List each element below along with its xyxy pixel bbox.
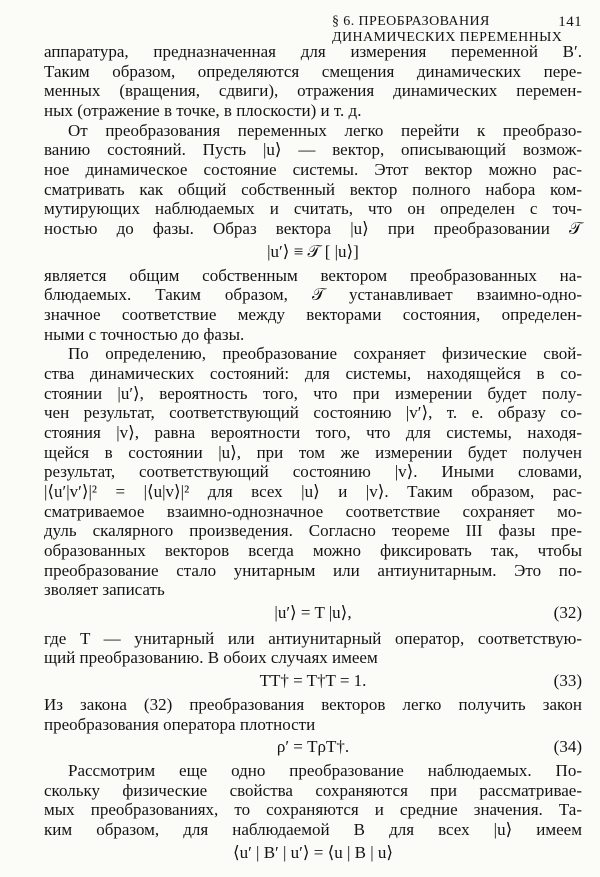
text-line: стоянии |u′⟩, вероятность того, что при измерении будет полу-	[44, 383, 582, 403]
text-line: результат, соответствующий состоянию |v⟩. Иными словами,	[44, 462, 582, 482]
formula-32	[44, 602, 582, 626]
text-line: зволяет записать	[44, 580, 165, 600]
text-line: мых преобразованиях, то сохраняются и средние значения. Та-	[44, 800, 582, 820]
text-line: щейся в состоянии |u⟩, при том же измерении будет получен	[44, 442, 582, 462]
formula-text: |u′⟩ ≡ 𝒯 [ |u⟩]	[267, 241, 359, 261]
formula-text: TT† = T†T = 1.	[259, 670, 367, 690]
text-line: дуль скалярного произведения. Согласно теореме III фазы пре-	[44, 521, 582, 541]
text-line: стояния |v⟩, равна вероятности того, что для системы, находя-	[44, 423, 582, 442]
formula-mean-values	[44, 842, 582, 866]
formula-34	[44, 736, 582, 760]
equation-number: (33)	[553, 670, 582, 690]
text-line: сматриваемое взаимно-однозначное соответствие сохраняет мо-	[44, 501, 582, 521]
text-line: является общим собственным вектором преобразованных на-	[44, 265, 582, 285]
text-line: образованных векторов всегда можно фиксировать так, чтобы	[44, 541, 582, 560]
text-line: менных (вращения, сдвиги), отражения динамических перемен-	[44, 81, 582, 101]
formula-image-vector	[44, 241, 582, 265]
running-head	[82, 14, 582, 45]
text-line: Рассмотрим еще одно преобразование наблюдаемых. По-	[68, 761, 582, 780]
formula-text: |u′⟩ = T |u⟩,	[274, 602, 352, 622]
text-line: мутирующих наблюдаемых и считать, что он определен с точ-	[44, 199, 582, 219]
text-line: блюдаемых. Таким образом, 𝒯 устанавливает взаимно-одно-	[44, 285, 582, 305]
text-line: аппаратура, предназначенная для измерения переменной B′.	[44, 42, 582, 61]
text-line: ных (отражение в точке, в плоскости) и т. д.	[44, 101, 362, 120]
text-line: |⟨u′|v′⟩|² = |⟨u|v⟩|² для всех |u⟩ и |v⟩. Таким образом, рас-	[44, 482, 582, 501]
text-line: От преобразования переменных легко перейти к преобразо-	[68, 120, 582, 140]
text-line: чен результат, соответствующий состоянию |v′⟩, т. е. образу со-	[44, 403, 582, 423]
text-line: где T — унитарный или антиунитарный оператор, соответствую-	[44, 628, 582, 648]
text-line: ное динамическое состояние системы. Этот вектор можно рас-	[44, 160, 582, 180]
text-line: ными с точностью до фазы.	[44, 324, 245, 344]
text-line: скольку физические свойства сохраняются при рассматривае-	[44, 780, 582, 800]
equation-number: (34)	[553, 737, 582, 756]
text-line: По определению, преобразование сохраняет физические свой-	[68, 344, 582, 364]
text-line: Таким образом, определяются смещения динамических пере-	[44, 61, 582, 81]
text-line: сматривать как общий собственный вектор полного набора ком-	[44, 179, 582, 199]
equation-number: (32)	[553, 602, 582, 622]
page-number: 141	[558, 14, 582, 30]
text-line: ванию состояний. Пусть |u⟩ — вектор, описывающий возмож-	[44, 140, 582, 160]
text-line: ким образом, для наблюдаемой B для всех |u⟩ имеем	[44, 820, 582, 840]
text-line: значное соответствие между векторами состояния, определен-	[44, 304, 582, 324]
section-title: § 6. ПРЕОБРАЗОВАНИЯ ДИНАМИЧЕСКИХ ПЕРЕМЕННЫХ	[332, 14, 563, 45]
text-line: Из закона (32) преобразования векторов легко получить закон	[44, 694, 582, 714]
text-line: ства динамических состояний: для системы, находящейся в со-	[44, 364, 582, 383]
text-line: ностью до фазы. Образ вектора |u⟩ при преобразовании 𝒯	[44, 219, 582, 239]
formula-text: ρ′ = TρT†.	[276, 737, 350, 756]
text-line: щий преобразованию. В обоих случаях имеем	[44, 648, 378, 668]
formula-33	[44, 670, 582, 694]
formula-text: ⟨u′ | B′ | u′⟩ = ⟨u | B | u⟩	[232, 842, 394, 862]
text-line: преобразование стало унитарным или антиунитарным. Это по-	[44, 560, 582, 580]
text-line: преобразования оператора плотности	[44, 714, 316, 734]
